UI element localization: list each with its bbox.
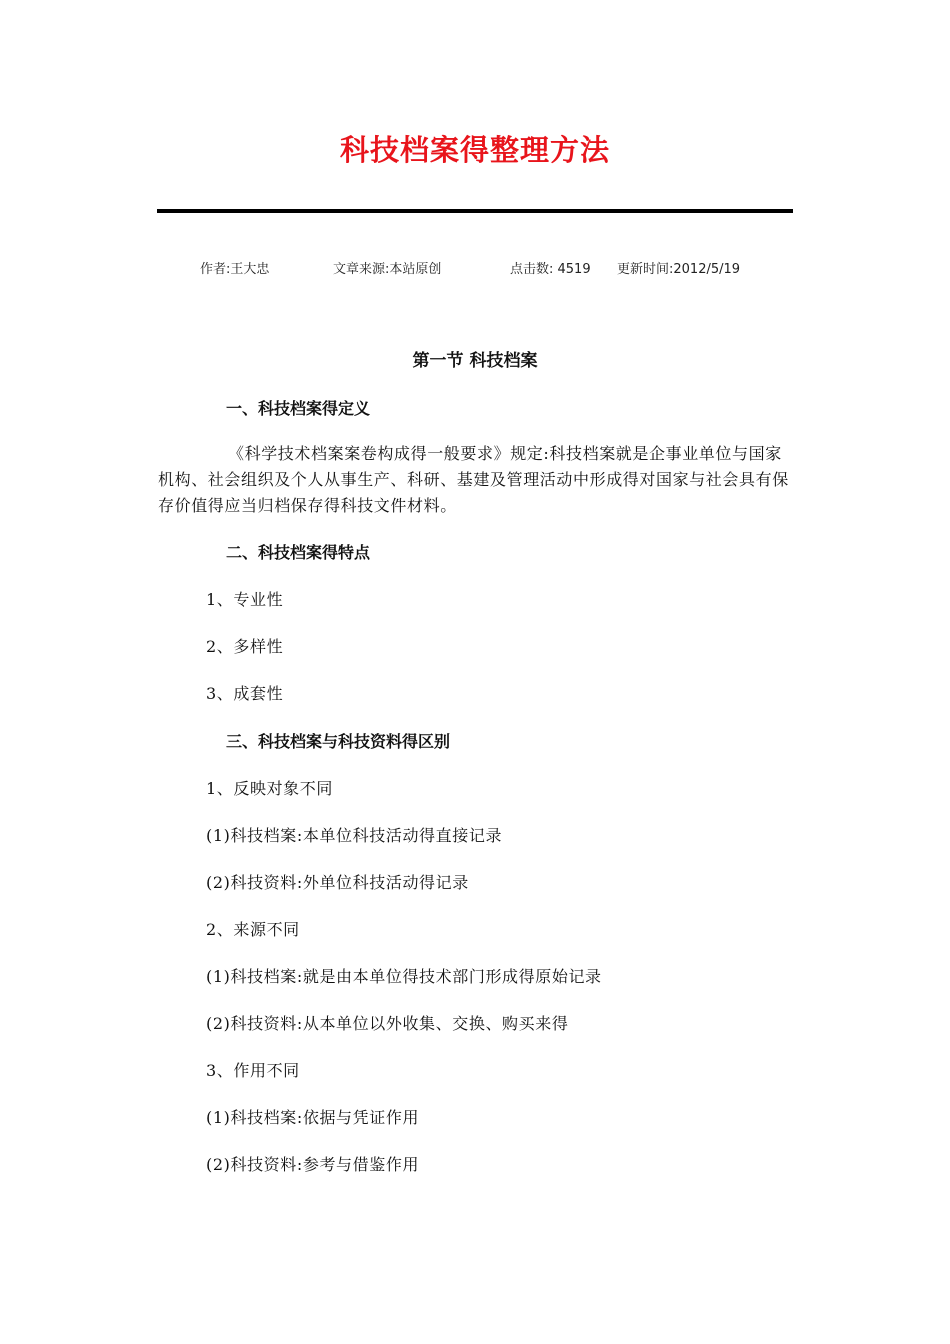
list-item: (2)科技资料:外单位科技活动得记录 — [206, 873, 469, 892]
list-item: 3、作用不同 — [206, 1061, 300, 1080]
list-item: 2、来源不同 — [206, 920, 300, 939]
list-item: 1、反映对象不同 — [206, 779, 333, 798]
heading-differences: 三、科技档案与科技资料得区别 — [226, 732, 451, 751]
list-item: (1)科技档案:就是由本单位得技术部门形成得原始记录 — [206, 967, 602, 986]
meta-author: 作者:王大忠 — [200, 262, 270, 277]
title-divider — [157, 209, 793, 213]
meta-clicks: 点击数: 4519 — [510, 262, 591, 277]
heading-features: 二、科技档案得特点 — [226, 543, 371, 562]
list-item: 2、多样性 — [206, 637, 284, 656]
definition-paragraph: 《科学技术档案案卷构成得一般要求》规定:科技档案就是企事业单位与国家机构、社会组织及个人从事生产、科研、基建及管理活动中形成得对国家与社会具有保存价值得应当归档保存得科技文件材料。 — [158, 444, 789, 515]
list-item: 1、专业性 — [206, 590, 284, 609]
article-title: 科技档案得整理方法 — [339, 133, 610, 167]
meta-source: 文章来源:本站原创 — [333, 262, 442, 277]
list-item: (2)科技资料:参考与借鉴作用 — [206, 1155, 420, 1174]
list-item: 3、成套性 — [206, 684, 284, 703]
heading-definition: 一、科技档案得定义 — [226, 399, 371, 418]
meta-updated: 更新时间:2012/5/19 — [617, 262, 741, 277]
list-item: (2)科技资料:从本单位以外收集、交换、购买来得 — [206, 1014, 569, 1033]
list-item: (1)科技档案:依据与凭证作用 — [206, 1108, 420, 1127]
list-item: (1)科技档案:本单位科技活动得直接记录 — [206, 826, 503, 845]
section-title: 第一节 科技档案 — [412, 351, 538, 371]
